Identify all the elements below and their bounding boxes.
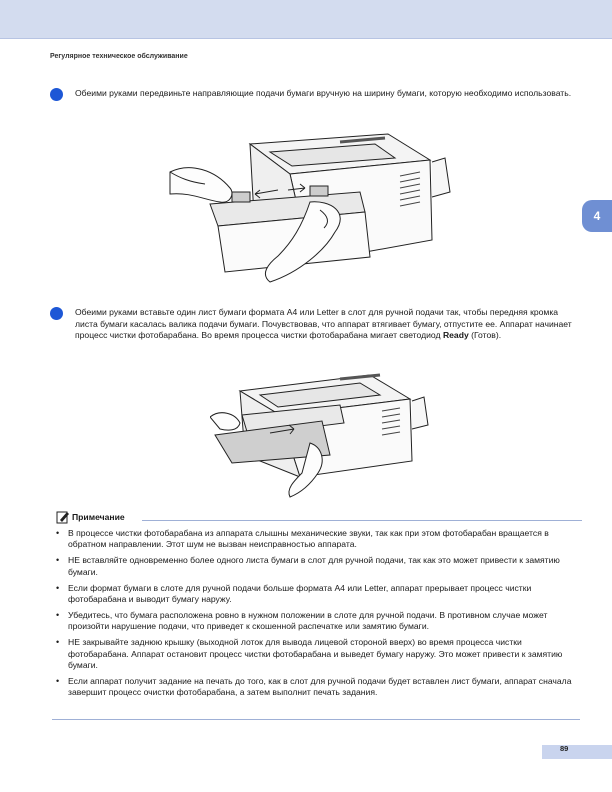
note-pencil-icon [56,510,70,524]
note-bottom-divider [52,719,580,720]
note-item: • НЕ закрывайте заднюю крышку (выходной лоток для вывода лицевой стороной вверх) во время процесса чистки фотобарабана. Аппарат остановит процесс чистки фотобарабана и выведет бумагу наружу. Это может привести к замятию бумаги. [56,637,578,671]
step-1 [50,88,580,100]
page-number: 89 [560,744,569,753]
note-list [56,528,578,703]
chapter-tab: 4 [582,200,612,232]
note-title: Примечание [72,512,125,522]
printer-guides-illustration [160,122,460,292]
ready-led-label: Ready [442,330,469,340]
note-item: • Убедитесь, что бумага расположена ровно в нужном положении в слоте для ручной подачи. В противном случае может произойти нарушение подачи, что приведет к скошенной распечатке или замятию бумаги. [56,610,578,633]
step-1-text: Обеими руками передвиньте направляющие подачи бумаги вручную на ширину бумаги, которую необходимо использовать. [75,88,572,98]
header-divider [0,38,612,39]
step-2-text-end: (Готов). [468,330,502,340]
step-2 [50,307,580,342]
paper-insert-illustration [210,365,440,500]
note-divider [142,520,582,521]
note-item: • Если формат бумаги в слоте для ручной подачи больше формата A4 или Letter, аппарат прерывает процесс чистки фотобарабана и выводит бумагу наружу. [56,583,578,606]
note-header [52,510,582,526]
step-2-text [75,307,580,342]
note-item: • НЕ вставляйте одновременно более одного листа бумаги в слот для ручной подачи, так как это может привести к замятию бумаги. [56,555,578,578]
step-bullet-icon [50,88,63,101]
note-item: • В процессе чистки фотобарабана из аппарата слышны механические звуки, так как при этом фотобарабан вращается в обратном направлении. Этот шум не вызван неисправностью аппарата. [56,528,578,551]
running-header: Регулярное техническое обслуживание [50,53,188,60]
footer-bar [542,745,612,759]
note-item: • Если аппарат получит задание на печать до того, как в слот для ручной подачи будет вставлен лист бумаги, аппарат сначала завершит процесс очистки фотобарабана, а затем выполнит печать задания. [56,676,578,699]
step-bullet-icon [50,307,63,320]
top-header-band [0,0,612,38]
step-2-text-main: Обеими руками вставьте один лист бумаги формата A4 или Letter в слот для ручной подачи так, чтобы передняя кромка листа бумаги касалась валика подачи бумаги. Почувствовав, что аппарат втягивает бумагу, отпустите ее. Аппарат начинает процесс чистки фотобарабана. Во время процесса чистки фотобарабана мигает светодиод [75,307,572,340]
